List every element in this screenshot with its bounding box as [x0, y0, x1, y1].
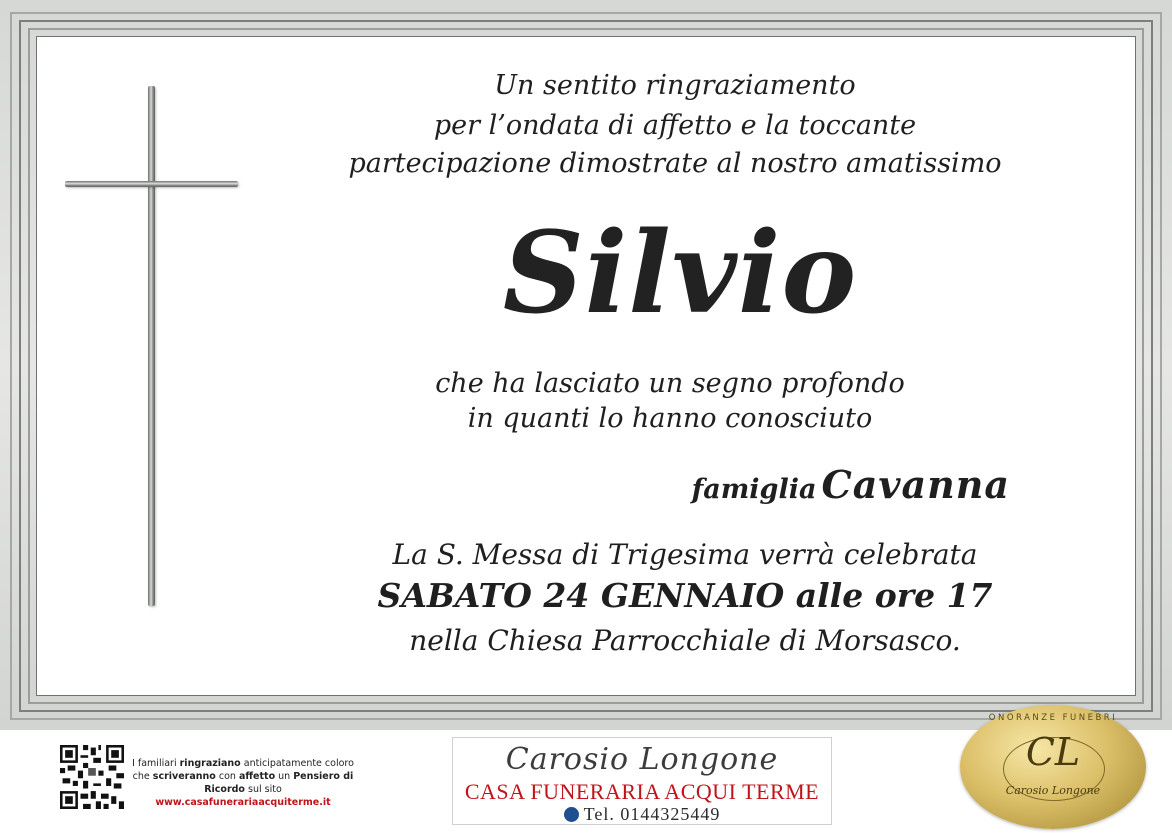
note-sul-sito: sul sito: [248, 784, 282, 795]
ad-house-name: CASA FUNERARIA ACQUI TERME: [464, 779, 820, 804]
mass-time: alle ore 17: [795, 576, 993, 615]
mass-day: SABATO 24 GENNAIO: [377, 576, 785, 615]
intro-line-2: per l’ondata di affetto e la toccante: [433, 110, 917, 141]
cross-icon-bar: [65, 181, 238, 187]
mass-date-line: [360, 576, 1010, 615]
note-scriveranno: scriveranno: [152, 771, 216, 782]
ad-brand: Carosio Longone: [505, 742, 779, 777]
note-ringraziano: ringraziano: [179, 758, 241, 769]
family-name: Cavanna: [821, 462, 1010, 507]
note-part1: I familiari: [132, 758, 177, 769]
message-line-1: che ha lasciato un segno profondo: [435, 368, 905, 399]
deceased-name: Silvio: [502, 208, 858, 339]
note-pensiero: Pensiero di Ricordo: [204, 771, 354, 795]
seal-top-text: ONORANZE FUNEBRI: [988, 713, 1118, 723]
cross-icon: [148, 86, 155, 606]
thanks-note: [132, 757, 354, 809]
family-signature: [560, 462, 1010, 507]
family-word: famiglia: [691, 474, 817, 505]
funeral-home-ad: [452, 737, 832, 825]
note-un: un: [278, 771, 291, 782]
mass-line-3: nella Chiesa Parrocchiale di Morsasco.: [409, 624, 961, 657]
seal-monogram: CL: [1025, 730, 1081, 774]
website-link[interactable]: www.casafunerariaacquiterme.it: [155, 797, 331, 808]
note-part2: anticipatamente coloro che: [132, 758, 354, 782]
seal-bottom-text: Carosio Longone: [1005, 784, 1101, 797]
mass-line-1: La S. Messa di Trigesima verrà celebrata: [392, 538, 978, 571]
ad-phone: [453, 804, 831, 825]
qr-code-icon: [60, 745, 124, 809]
ad-phone-number: Tel. 0144325449: [583, 804, 721, 824]
note-con: con: [218, 771, 236, 782]
intro-line-1: Un sentito ringraziamento: [494, 70, 856, 101]
note-affetto: affetto: [238, 771, 276, 782]
phone-icon: [564, 807, 579, 822]
intro-line-3: partecipazione dimostrate al nostro amatissimo: [348, 148, 1002, 179]
message-line-2: in quanti lo hanno conosciuto: [467, 403, 873, 434]
